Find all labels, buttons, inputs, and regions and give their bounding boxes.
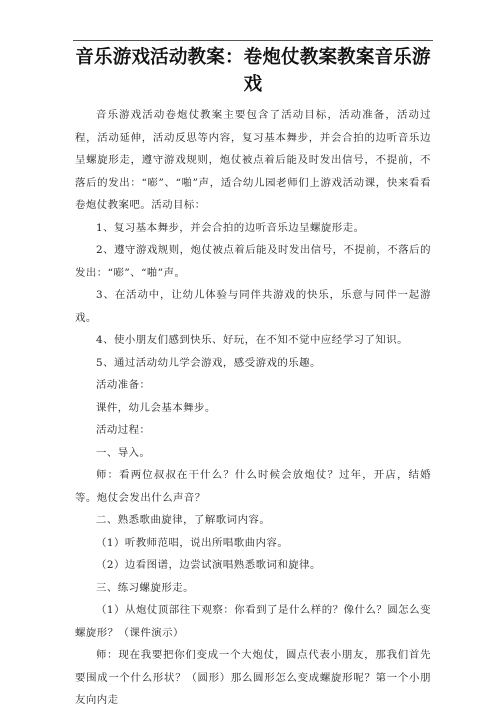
section-1-text: 师：看两位叔叔在干什么？什么时候会放炮仗？过年，开店，结婚等。炮仗会发出什么声音？ — [75, 469, 431, 504]
section-2-heading: 二、熟悉歌曲旋律，了解歌词内容。 — [96, 514, 271, 526]
document-body — [75, 104, 431, 712]
goal-5: 5、通过活动幼儿学会游戏，感受游戏的乐趣。 — [96, 356, 321, 369]
section-2-item-1: （1）听教师范唱，说出所唱歌曲内容。 — [96, 536, 289, 549]
intro-paragraph: 音乐游戏活动卷炮仗教案主要包含了活动目标，活动准备，活动过程，活动延伸，活动反思等内容，复习基本舞步，并会合拍的边听音乐边呈螺旋形走，遵守游戏规则，炮仗被点着后能及时发出信号，不提前，不落后的发出：“嘭”、“啪”声，适合幼儿园老师们上游戏活动课，快来看看卷炮仗教案吧。活动目标： — [75, 109, 431, 211]
process-heading: 活动过程： — [96, 424, 151, 436]
prep-content: 课件，幼儿会基本舞步。 — [96, 401, 216, 414]
section-1-heading: 一、导入。 — [96, 446, 151, 459]
goal-2: 2、遵守游戏规则，炮仗被点着后能及时发出信号，不提前，不落后的发出：“嘭”、“啪”声。 — [75, 244, 431, 279]
goal-4: 4、使小朋友们感到快乐、好玩，在不知不觉中应经学习了知识。 — [96, 334, 409, 346]
page-title: 音乐游戏活动教案：卷炮仗教案教案音乐游戏 — [75, 47, 431, 95]
section-3-item-1: （1）从炮仗顶部往下观察：你看到了是什么样的？像什么？圆怎么变螺旋形？（课件演示） — [75, 604, 431, 639]
section-2-item-2: （2）边看图谱，边尝试演唱熟悉歌词和旋律。 — [96, 559, 321, 571]
section-3-text: 师：现在我要把你们变成一个大炮仗，圆点代表小朋友，那我们首先要围成一个什么形状？（圆形）那么圆形怎么变成螺旋形呢？第一个小朋友向内走 — [75, 649, 431, 706]
goal-3: 3、在活动中，让幼儿体验与同伴共游戏的快乐，乐意与同伴一起游戏。 — [75, 289, 431, 324]
title-rule — [73, 40, 433, 41]
goal-1: 1、复习基本舞步，并会合拍的边听音乐边呈螺旋形走。 — [96, 221, 365, 234]
section-3-heading: 三、练习螺旋形走。 — [96, 581, 195, 594]
prep-heading: 活动准备： — [96, 379, 151, 391]
